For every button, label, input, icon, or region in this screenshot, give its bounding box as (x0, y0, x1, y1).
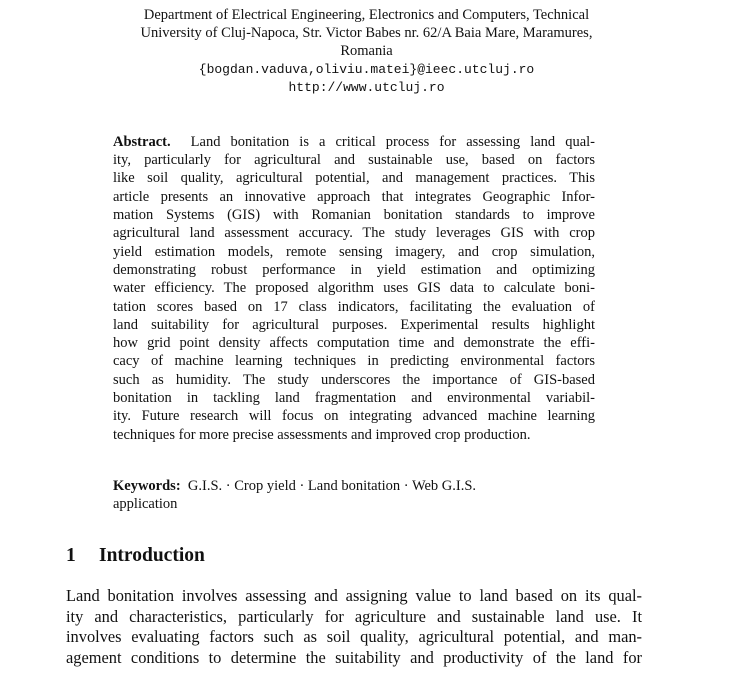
abstract-line: agricultural land assessment accuracy. The study leverages GIS with crop (113, 225, 595, 241)
keywords-list: G.I.S. · Crop yield · Land bonitation · Web G.I.S. (187, 478, 477, 494)
affiliation-line-3: Romania (340, 43, 393, 59)
abstract-line: techniques for more precise assessments and improved crop production. (113, 427, 531, 443)
abstract-line: land suitability for agricultural purposes. Experimental results highlight (113, 317, 595, 333)
affiliation-line-2: University of Cluj-Napoca, Str. Victor Babes nr. 62/A Baia Mare, Maramures, (140, 25, 593, 41)
abstract-line: demonstrating robust performance in yield estimation and optimizing (113, 262, 595, 278)
abstract-line: how grid point density affects computation time and demonstrate the effi- (113, 335, 595, 351)
affiliation-line-1: Department of Electrical Engineering, Electronics and Computers, Technical (143, 7, 590, 23)
abstract-line: water efficiency. The proposed algorithm uses GIS data to calculate boni- (113, 280, 595, 296)
abstract-line: ity. Future research will focus on integrating advanced machine learning (113, 408, 595, 424)
keywords-line (113, 477, 476, 495)
body-line: Land bonitation involves assessing and assigning value to land based on its qual- (66, 586, 642, 605)
keywords-line: application (113, 496, 178, 512)
abstract-line: such as humidity. The study underscores the importance of GIS-based (113, 372, 595, 388)
body-line: agement conditions to determine the suitability and productivity of the land for (66, 648, 642, 667)
section-heading (66, 545, 205, 567)
abstract-line: ity, particularly for agricultural and sustainable use, based on factors (113, 152, 595, 168)
abstract-line: cacy of machine learning techniques in predicting environmental factors (113, 353, 595, 369)
abstract-text: Land bonitation is a critical process for assessing land qual- (190, 134, 595, 150)
abstract-line: like soil quality, agricultural potential, and management practices. This (113, 170, 595, 186)
abstract-line: mation Systems (GIS) with Romanian bonitation standards to improve (113, 207, 595, 223)
section-title: Introduction (99, 545, 205, 566)
abstract-heading: Abstract. (113, 134, 171, 150)
abstract-line (113, 133, 595, 151)
body-line: involves evaluating factors such as soil quality, agricultural potential, and man- (66, 627, 642, 646)
keywords-heading: Keywords: (113, 478, 181, 494)
body-line: ity and characteristics, particularly for agriculture and sustainable land use. It (66, 607, 642, 626)
abstract-line: article presents an innovative approach that integrates Geographic Infor- (113, 189, 595, 205)
abstract-line: bonitation in tackling land fragmentation and environmental variabil- (113, 390, 595, 406)
section-number: 1 (66, 545, 76, 566)
abstract-line: tation scores based on 17 class indicators, facilitating the evaluation of (113, 299, 595, 315)
institution-url[interactable]: http://www.utcluj.ro (288, 80, 445, 95)
abstract-line: yield estimation models, remote sensing imagery, and crop simulation, (113, 244, 595, 260)
author-emails: {bogdan.vaduva,oliviu.matei}@ieec.utcluj.ro (198, 62, 535, 77)
